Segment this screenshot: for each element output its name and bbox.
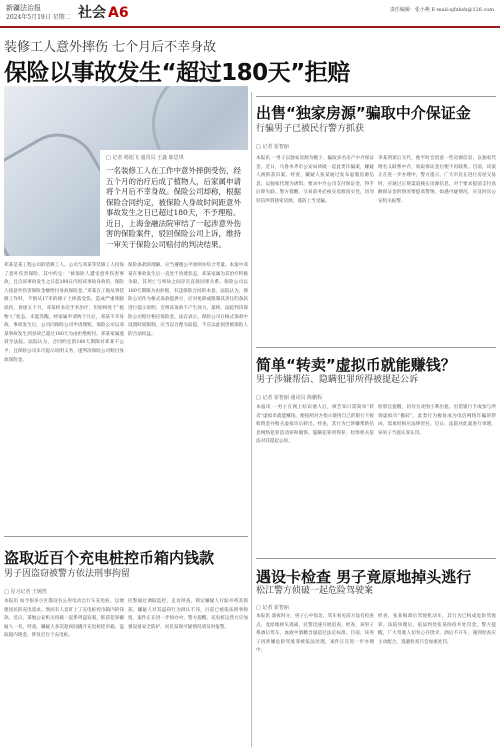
editor-contact: 责任编辑：张小燕 E-mail:xjfzbsh@126.com: [389, 7, 494, 13]
left-article2-col1: 本报讯 如今很多小区都设有公用电动自行车充电桩，以便捷居民的充电需求。然而有人竟盯上了充电桩控币箱内的钱款。近日，某地公安机关侦破一起系列盗窃案，抓获犯罪嫌疑人一名。经查，嫌疑人多次趁夜间撬开充电桩控币箱，盗取箱内现金，涉及近百个充电桩。: [4, 599, 124, 639]
lead-body-col2: 保险条款的理解，应当遵循公平原则并综合考量。本案中邓某在事故发生后一直处于昏迷状态，邓某家属为其治疗积极争取，其死亡与事故之间存在直接因果关系。保险公司以180天期限为由拒赔，有违保险合同的本意。法院认为，保险公司作为格式条款提供方，应对免除或限制其责任的条款进行提示说明，否则该条款不产生效力。最终，法院判决保险公司赔付相应保险金。法官表示，保险公司在格式条款中设置时间限制，应当以合理为前提，不应以此损害被保险人的合法权益。: [128, 263, 248, 337]
left-article2-byline: □ 见习记者 王婉然: [4, 589, 47, 595]
right-divider-2: [256, 558, 496, 559]
right-article1-subtitle: 行骗男子已被民行警方抓获: [256, 124, 365, 134]
lead-byline: □ 记者 杨旭飞 通讯员 王鑫 陈思琪: [106, 155, 184, 161]
left-article2-col2: 民警通过调取监控、走访排查，锁定嫌疑人行踪并将其抓获。嫌疑人对其盗窃行为供认不讳，目前已被依法刑事拘留，案件正在进一步侦办中。警方提醒，充电桩运营方应加强设备安全防护，居民发现可疑情况请及时报警。: [128, 599, 248, 630]
right-article1-title: 出售“独家房源”骗取中介保证金: [256, 104, 471, 122]
right-article1-col1: 本报讯 一男子以独家房源为幌子，骗取多名房产中介保证金。近日，乌鲁木齐市公安局侦破一起此类诈骗案，嫌疑人被抓获归案。经查，嫌疑人张某通过发布虚假房源信息，以独家代理为诱饵，要求中介公司支付保证金，得手后即失联。警方提醒，交易前务必核实房源真实性，切勿轻信所谓独家房源，谨防上当受骗。: [256, 156, 374, 204]
page-number: A6: [108, 5, 129, 21]
header-divider: [0, 26, 500, 28]
column-divider: [251, 92, 252, 747]
section-name: 社会: [78, 5, 106, 21]
issue-date: 2024年5月19日 星期二: [6, 14, 71, 21]
lead-paragraph: 一名装修工人在工作中意外摔倒受伤，经五个月的治疗后成了植物人，后家属申请将个月后不幸身故。保险公司却称，根据保险合同约定，被保险人身故时间距意外事故发生之日已超过180天，不予理赔。近日，上海金融法院审结了一起涉意外伤害的保险案件，驳回保险公司上诉，维持一审关于保险公司赔付的判决结果。: [106, 166, 241, 249]
right-top-divider: [256, 96, 496, 97]
left-article2-subtitle: 男子因盗窃被警方依法刑事拘留: [4, 569, 131, 579]
right-article3-col1: 本报讯 深夜时分，男子心中焦急，驾车看见前方设有检查点，竟原地掉头逃离，民警迅速开展追查。经查，该男子系酒后驾车，血液中酒精含量超过法定标准。目前，该男子因涉嫌危险驾驶罪被依法处理，案件正在进一步办理中。: [256, 614, 374, 654]
right-article3-title: 遇设卡检查 男子竟原地掉头逃行: [256, 568, 472, 586]
section-title: [78, 2, 129, 22]
left-article2-title: 盗取近百个充电桩控币箱内钱款: [4, 549, 215, 567]
right-divider-1: [256, 347, 496, 348]
right-article1-byline: □ 记者 崔智丽: [256, 144, 289, 150]
lead-body-col1: 邓某是某工程公司的装修工人。公司与邓某等装修工人投保了意外伤害保险，其中约定：“被保险人遭受意外伤害事故，且自该事故发生之日起180日内因该事故身故的，保险人按意外伤害保险金额给付身故保险金。”邓某在工地从事装修工作时，不慎从17米的梯子上摔落受伤，造成严重颅脑损伤，昏迷五个月，邓某经多次手术治疗，但始终处于“植物人”状态，未能苏醒。经家属申请两个月后，邓某不幸身故。事故发生后，公司向保险公司申请理赔，保险公司以邓某事故发生到身故已超过180天为由拒绝赔付。邓某家属遂诉至法院。法院认为，合同约定的180天期限对邓某不公平，且保险公司未尽提示说明义务，遂判决保险公司赔付身故保险金。: [4, 263, 124, 363]
right-article2-col2: 检察官提醒，切勿为贪图小利出租、出借银行卡或参与所谓虚拟币“搬砖”，此类行为极易成为电信网络诈骗的帮凶，需承担相应法律责任。近日，法院对此案进行审理，该男子当庭认罪认罚。: [378, 405, 496, 436]
right-article3-col2: 经查，张某喝酒后驾驶机动车，其行为已构成危险驾驶罪。法院审理后，依法判处张某拘役并处罚金。警方提醒，广大驾驶人切勿心存侥幸，酒后不开车，遇到检查应主动配合，逃避检查只会加重处罚。: [378, 614, 496, 645]
right-article1-col2: 李某到案后交代，他平时会留意一些房源信息，以独家代理名义联系中介，收取保证金后便不再联系。目前，该案正在进一步办理中。警方提示，广大市民在进行房屋交易时，应通过正规渠道核实房源信息，对于要求提前支付高额保证金的情况要提高警惕，如遇可疑情况，应及时向公安机关报警。: [378, 156, 496, 204]
left-divider: [4, 536, 248, 537]
right-article3-subtitle: 松江警方侦破一起危险驾驶案: [256, 586, 374, 596]
newspaper-logo: 新疆法治报: [6, 4, 41, 12]
lead-kicker: 装修工人意外摔伤 七个月后不幸身故: [4, 40, 217, 55]
right-article2-subtitle: 男子涉嫌帮信、隐瞒犯罪所得被提起公诉: [256, 375, 419, 385]
right-article3-byline: □ 记者 崔智丽: [256, 605, 289, 611]
right-article2-byline: □ 记者 崔智丽 通讯员 陈鹏程: [256, 395, 323, 401]
right-article2-col1: 本报讯 一男子在网上结识他人后，被告知只需简单“转卖”虚拟币就能赚钱，便按照对方指示使用自己的银行卡接收资金并购买虚拟币后转出。经查，其行为已涉嫌帮助信息网络犯罪活动罪和掩饰、隐瞒犯罪所得罪。检察机关依法对其提起公诉。: [256, 405, 374, 445]
right-article2-title: 简单“转卖”虚拟币就能赚钱？: [256, 356, 456, 374]
lead-headline: 保险以事故发生“超过180天”拒赔: [4, 60, 350, 86]
